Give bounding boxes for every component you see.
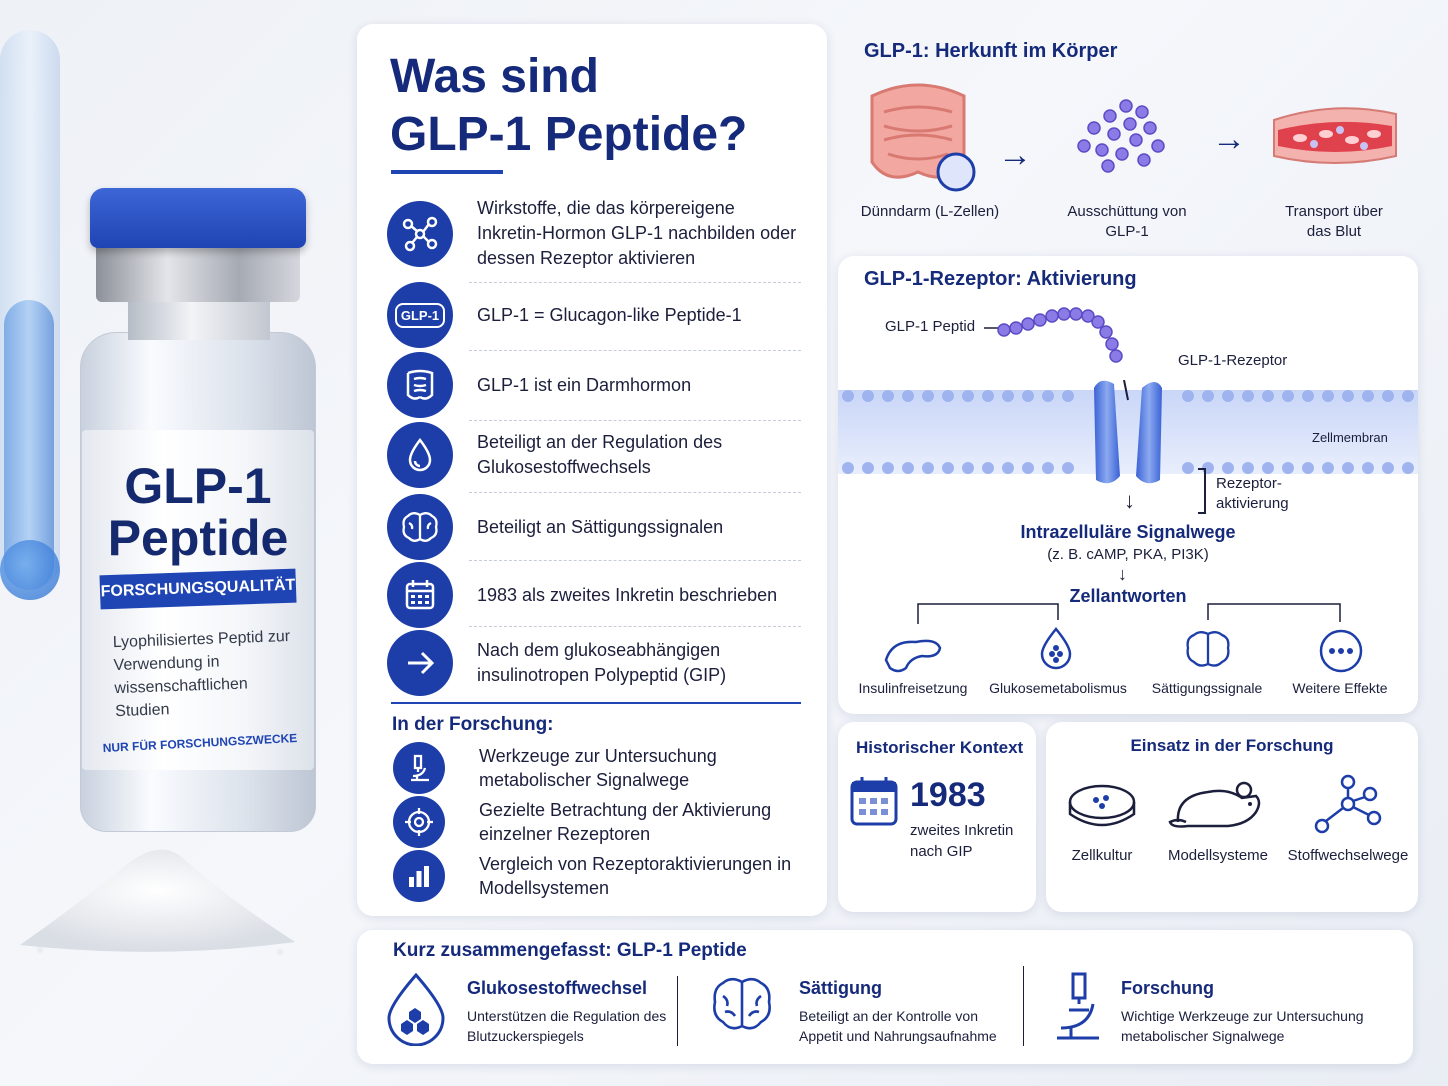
fact-item xyxy=(387,630,803,696)
glucose-drop-icon xyxy=(385,972,447,1046)
origin-step-label: Ausschüttung von GLP-1 xyxy=(1067,203,1187,240)
research-item xyxy=(393,742,809,794)
origin-arrow-2: → xyxy=(1212,120,1246,158)
receptor-title: GLP-1-Rezeptor: Aktivierung xyxy=(864,268,1137,290)
use-label: Zellkultur xyxy=(1071,847,1133,864)
summary-item-text: Wichtige Werkzeuge zur Untersuchung metabolischer Signalwege xyxy=(1121,1008,1364,1044)
vial-label-title: GLP-1 Peptide xyxy=(107,458,289,566)
intestine-icon xyxy=(387,352,453,418)
page-title-line2: GLP-1 Peptide? xyxy=(390,108,748,161)
background-blue-flask xyxy=(0,540,60,600)
section-divider xyxy=(391,702,801,704)
calendar-icon xyxy=(848,774,900,828)
divider xyxy=(469,492,801,493)
fact-text: Wirkstoffe, die das körpereigene Inkretin-Hormon GLP-1 nachbilden oder dessen Rezeptor aktivieren xyxy=(477,198,797,268)
drop-icon xyxy=(387,422,453,488)
research-item xyxy=(393,796,809,848)
microscope-icon xyxy=(1049,970,1107,1044)
summary-item-text: Unterstützen die Regulation des Blutzuckerspiegels xyxy=(467,1008,667,1044)
responses-title: Zellantworten xyxy=(1069,586,1187,606)
summary-card xyxy=(357,930,1413,1064)
origin-step-label: Transport über das Blut xyxy=(1285,203,1383,240)
peptide-chain-illustration xyxy=(984,302,1144,392)
pancreas-icon xyxy=(882,630,946,674)
mouse-icon xyxy=(1168,772,1268,836)
pathway-network-icon xyxy=(1312,772,1384,838)
research-text: Vergleich von Rezeptoraktivierungen in Modellsystemen xyxy=(479,854,792,898)
peptide-label: GLP-1 Peptid xyxy=(885,318,976,335)
fact-item xyxy=(387,282,803,348)
vial-label xyxy=(82,430,314,770)
activation-bracket xyxy=(1198,468,1206,514)
response-branches xyxy=(898,598,1358,628)
main-info-card xyxy=(357,24,827,916)
fact-text: Beteiligt an der Regulation des Glukosestoffwechsels xyxy=(477,432,723,477)
brain-icon xyxy=(387,494,453,560)
divider xyxy=(1023,966,1024,1046)
activation-label: Rezeptor-aktivierung xyxy=(1216,475,1289,512)
origin-title: GLP-1: Herkunft im Körper xyxy=(864,40,1118,62)
blood-vessel-illustration xyxy=(1270,100,1400,170)
fact-item xyxy=(387,494,803,560)
brain-outline-icon xyxy=(1182,628,1234,672)
fact-item xyxy=(387,196,803,271)
signal-title: Intrazelluläre Signalwege xyxy=(1020,522,1236,542)
history-text: zweites Inkretin nach GIP xyxy=(910,822,1014,860)
response-label: Weitere Effekte xyxy=(1292,680,1388,696)
divider xyxy=(469,420,801,421)
page-title xyxy=(390,48,810,164)
fact-text: 1983 als zweites Inkretin beschrieben xyxy=(477,584,778,605)
fact-text: Beteiligt an Sättigungssignalen xyxy=(477,516,724,537)
glp1-badge-text: GLP-1 xyxy=(395,303,445,328)
vial-label-band: FORSCHUNGSQUALITÄT xyxy=(99,569,296,610)
arrow-right-icon xyxy=(387,630,453,696)
divider xyxy=(469,350,801,351)
powder-pile xyxy=(10,830,300,960)
research-use-card xyxy=(1046,722,1418,912)
origin-arrow-1: → xyxy=(998,136,1032,174)
vial-label-description: Lyophilisiertes Peptid zur Verwendung in wissenschaftlichen Studien xyxy=(112,627,291,721)
fact-item xyxy=(387,352,803,418)
divider xyxy=(677,976,678,1046)
intestine-illustration xyxy=(858,76,978,196)
research-heading: In der Forschung: xyxy=(392,714,554,735)
history-year: 1983 xyxy=(910,776,986,814)
response-label: Glukosemetabolismus xyxy=(989,680,1127,696)
summary-title: Kurz zusammengefasst: GLP-1 Peptide xyxy=(393,940,747,961)
fact-text: Nach dem glukoseabhängigen insulinotropen Polypeptid (GIP) xyxy=(477,640,727,685)
vial-neck xyxy=(128,300,270,340)
page-title-line1: Was sind xyxy=(390,50,599,103)
summary-item-title: Forschung xyxy=(1121,978,1214,998)
molecule-icon xyxy=(387,201,453,267)
history-title: Historischer Kontext xyxy=(856,738,1024,757)
use-title: Einsatz in der Forschung xyxy=(1130,736,1334,755)
response-label: Insulinfreisetzung xyxy=(858,680,968,696)
more-effects-icon xyxy=(1318,628,1364,674)
divider xyxy=(469,626,801,627)
response-label: Sättigungssignale xyxy=(1151,680,1263,696)
title-underline xyxy=(391,170,503,174)
receptor-card xyxy=(838,256,1418,714)
down-arrow: ↓ xyxy=(1118,564,1127,584)
glucose-drop-icon xyxy=(1038,626,1074,670)
fact-text: GLP-1 = Glucagon-like Peptide-1 xyxy=(477,304,742,325)
receptor-label: GLP-1-Rezeptor xyxy=(1178,352,1288,369)
summary-item-text: Beteiligt an der Kontrolle von Appetit und Nahrungsaufnahme xyxy=(799,1008,997,1044)
vial-label-note: NUR FÜR FORSCHUNGSZWECKE xyxy=(102,730,298,756)
fact-text: GLP-1 ist ein Darmhormon xyxy=(477,374,692,395)
petri-dish-icon xyxy=(1066,780,1138,836)
calendar-icon xyxy=(387,562,453,628)
research-text: Gezielte Betrachtung der Aktivierung einzelner Rezeptoren xyxy=(479,800,772,844)
vial-illustration xyxy=(0,0,350,1086)
divider xyxy=(469,560,801,561)
signal-examples: (z. B. cAMP, PKA, PI3K) xyxy=(1047,546,1209,563)
use-label: Stoffwechselwege xyxy=(1287,847,1409,864)
history-card xyxy=(838,722,1036,912)
glp1-badge-icon xyxy=(387,282,453,348)
summary-item-title: Glukosestoffwechsel xyxy=(467,978,648,998)
research-item xyxy=(393,850,809,902)
glp1-molecules-illustration xyxy=(1076,98,1168,174)
research-text: Werkzeuge zur Untersuchung metabolischer Signalwege xyxy=(479,746,717,790)
fact-item xyxy=(387,422,803,488)
origin-step-label: Dünndarm (L-Zellen) xyxy=(860,203,1000,220)
bar-chart-icon xyxy=(393,850,445,902)
microscope-icon xyxy=(393,742,445,794)
vial-cap xyxy=(90,188,306,248)
down-arrow: ↓ xyxy=(1124,488,1135,513)
summary-item-title: Sättigung xyxy=(799,978,882,998)
brain-icon xyxy=(709,974,775,1038)
membrane-label: Zellmembran xyxy=(1312,430,1388,445)
fact-item xyxy=(387,562,803,628)
use-label: Modellsysteme xyxy=(1167,847,1269,864)
target-icon xyxy=(393,796,445,848)
